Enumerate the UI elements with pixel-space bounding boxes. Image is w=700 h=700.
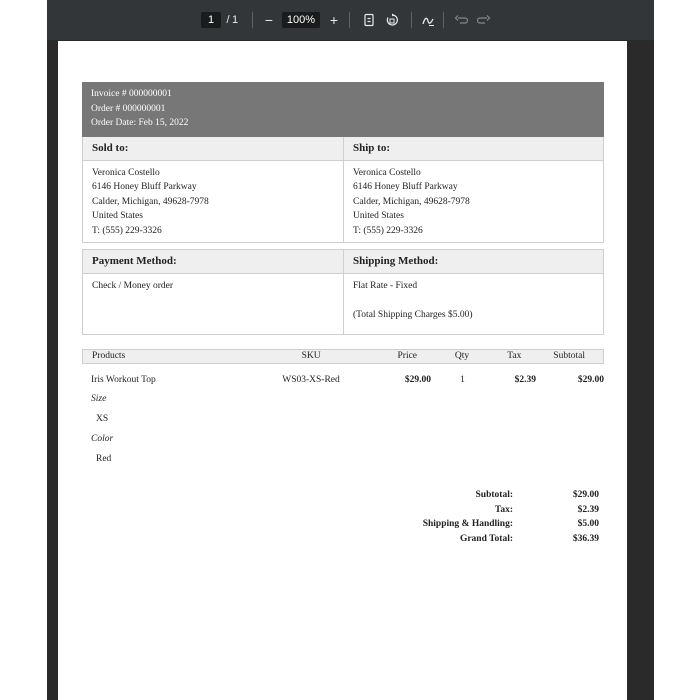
shipping-column xyxy=(343,250,603,334)
invoice-number: Invoice # 000000001 xyxy=(91,89,172,99)
page-separator: / xyxy=(226,14,230,26)
table-row xyxy=(82,374,604,387)
invoice-header xyxy=(82,82,604,137)
toolbar-divider xyxy=(411,12,412,28)
address-line: United States xyxy=(92,211,143,221)
payment-method-heading: Payment Method: xyxy=(83,250,343,274)
product-sku: WS03-XS-Red xyxy=(282,375,340,385)
totals-label: Tax: xyxy=(494,504,513,515)
undo-icon[interactable] xyxy=(452,12,470,28)
option-value: XS xyxy=(96,414,109,424)
address-line: Calder, Michigan, 49628-7978 xyxy=(353,196,470,207)
toolbar-divider xyxy=(443,12,444,28)
totals-row xyxy=(82,517,604,532)
pdf-page xyxy=(58,41,627,700)
invoice-document xyxy=(82,82,604,546)
order-date: Order Date: Feb 15, 2022 xyxy=(91,118,189,128)
products-table xyxy=(82,349,604,466)
order-number: Order # 000000001 xyxy=(91,103,166,114)
zoom-in-button[interactable]: + xyxy=(329,12,339,28)
totals-value: $5.00 xyxy=(577,519,599,529)
totals-value: $36.39 xyxy=(572,533,599,544)
shipping-charges: (Total Shipping Charges $5.00) xyxy=(353,310,473,320)
product-price: $29.00 xyxy=(404,375,431,385)
shipping-method-value: Flat Rate - Fixed xyxy=(353,281,418,291)
page-number-input[interactable]: 1 xyxy=(201,12,221,28)
product-subtotal: $29.00 xyxy=(577,375,604,385)
totals-row xyxy=(82,488,604,503)
column-header-subtotal: Subtotal xyxy=(553,351,585,361)
address-line: Calder, Michigan, 49628-7978 xyxy=(92,196,209,207)
address-section xyxy=(82,137,604,244)
products-table-header xyxy=(82,349,604,364)
address-line: Veronica Costello xyxy=(92,167,160,178)
redo-icon[interactable] xyxy=(475,12,493,28)
fit-page-icon[interactable] xyxy=(360,12,378,28)
totals-row xyxy=(82,503,604,518)
rotate-icon[interactable] xyxy=(383,12,401,28)
payment-method-body xyxy=(83,274,343,334)
ship-to-address xyxy=(344,161,603,243)
totals-value: $29.00 xyxy=(572,490,599,500)
address-line: T: (555) 229-3326 xyxy=(353,225,423,236)
totals-row xyxy=(82,532,604,547)
page-total: 1 xyxy=(231,14,239,26)
totals-value: $2.39 xyxy=(577,504,599,515)
totals-label: Shipping & Handling: xyxy=(422,519,513,529)
sold-to-address xyxy=(83,161,343,243)
order-totals xyxy=(82,488,604,546)
column-header-products: Products xyxy=(92,351,126,361)
column-header-tax: Tax xyxy=(507,351,522,361)
address-line: United States xyxy=(353,211,404,221)
toolbar-divider xyxy=(349,12,350,28)
option-label: Color xyxy=(91,434,114,444)
payment-method-value: Check / Money order xyxy=(92,281,173,291)
totals-label: Grand Total: xyxy=(459,533,513,544)
option-label: Size xyxy=(91,394,107,404)
column-header-sku: SKU xyxy=(301,351,321,361)
option-value: Red xyxy=(96,454,112,464)
sold-to-column xyxy=(83,137,343,243)
pdf-toolbar xyxy=(47,0,654,40)
product-qty: 1 xyxy=(460,375,465,385)
ship-to-heading: Ship to: xyxy=(344,137,603,161)
zoom-out-button[interactable]: − xyxy=(264,12,274,28)
ship-to-column xyxy=(343,137,603,243)
product-tax: $2.39 xyxy=(514,375,536,385)
shipping-method-heading: Shipping Method: xyxy=(344,250,603,274)
sold-to-heading: Sold to: xyxy=(83,137,343,161)
address-line: 6146 Honey Bluff Parkway xyxy=(353,182,458,192)
column-header-qty: Qty xyxy=(454,351,470,361)
product-name: Iris Workout Top xyxy=(91,375,156,385)
annotate-pen-icon[interactable] xyxy=(419,12,437,28)
address-line: Veronica Costello xyxy=(353,167,421,178)
totals-label: Subtotal: xyxy=(475,490,513,500)
method-section xyxy=(82,249,604,335)
address-line: 6146 Honey Bluff Parkway xyxy=(92,182,197,192)
zoom-level-input[interactable]: 100% xyxy=(282,12,320,28)
address-line: T: (555) 229-3326 xyxy=(92,225,162,236)
toolbar-divider xyxy=(252,12,253,28)
shipping-method-body xyxy=(344,274,603,334)
column-header-price: Price xyxy=(397,351,418,361)
payment-column xyxy=(83,250,343,334)
